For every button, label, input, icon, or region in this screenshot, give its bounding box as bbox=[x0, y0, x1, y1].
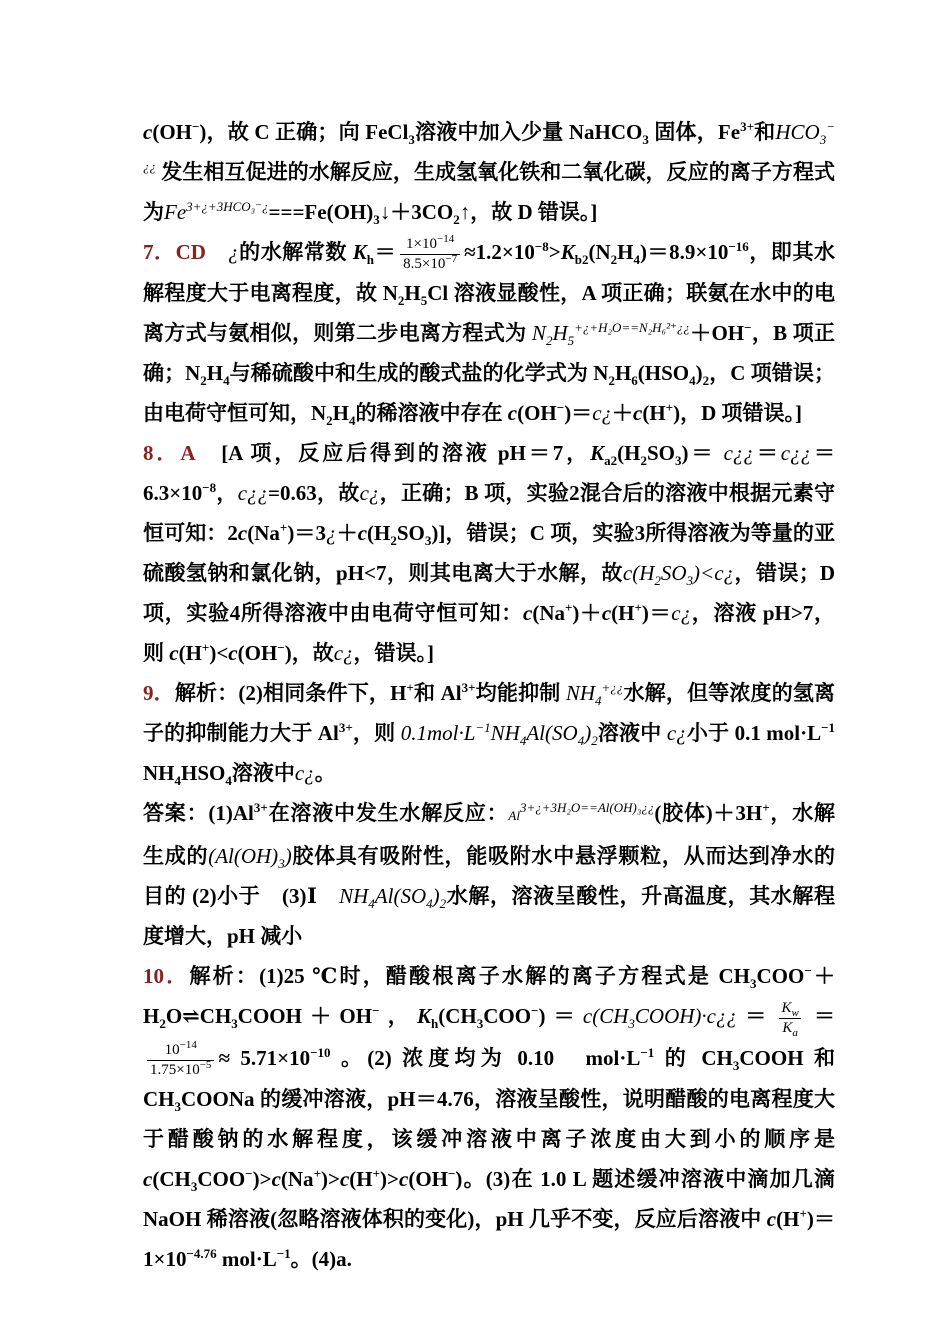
text-run: )＝8.9×10 bbox=[640, 240, 729, 264]
text-run: ≈1.2×10 bbox=[464, 240, 535, 264]
fraction bbox=[778, 999, 801, 1038]
text-run: 5 bbox=[420, 293, 428, 309]
text-run: ＝ bbox=[805, 1004, 836, 1029]
text-run: ) bbox=[584, 721, 592, 746]
text-run: 4 bbox=[223, 373, 230, 389]
text-run: )＝ bbox=[681, 441, 724, 466]
text-run: 3 bbox=[476, 1016, 484, 1032]
text-run: H bbox=[332, 401, 350, 426]
text-run: SO bbox=[660, 561, 687, 586]
text-run: 2 bbox=[654, 573, 661, 589]
text-run: 3+ bbox=[740, 119, 754, 134]
text-run: + bbox=[762, 800, 770, 816]
text-run: (OH bbox=[408, 1167, 448, 1192]
text-run: ＋ bbox=[612, 401, 634, 426]
text-run: O⇌CH bbox=[165, 1004, 232, 1029]
text-run: 3 bbox=[424, 533, 432, 549]
text-run: 2 bbox=[610, 252, 618, 268]
text-run: (H bbox=[617, 441, 641, 466]
text-run: COOH 和 CH bbox=[143, 1045, 836, 1112]
text-run: H bbox=[614, 361, 632, 386]
text-run: (1)Al bbox=[208, 801, 254, 826]
text-run: 溶液中加入少量 NaHCO bbox=[414, 120, 643, 144]
text-run: 。(4)a. bbox=[290, 1247, 352, 1272]
text-run: 和 bbox=[753, 120, 776, 144]
text-run: )，D 项错误。] bbox=[673, 401, 802, 426]
text-run bbox=[206, 240, 228, 264]
text-run: c bbox=[523, 601, 533, 626]
text-run: + bbox=[565, 600, 573, 616]
text-run: ，溶液 pH>7，则 bbox=[143, 601, 836, 666]
text-run: NH bbox=[143, 761, 175, 786]
text-run: 的 CH bbox=[654, 1045, 733, 1070]
text-run: 4 bbox=[426, 896, 433, 912]
text-run: 3+¿+3HCO₃⁻¿ bbox=[186, 199, 269, 214]
text-run: 3 bbox=[628, 1016, 635, 1032]
text-run: 在溶液中发生水解反应： bbox=[267, 801, 509, 826]
text-run: c bbox=[143, 120, 153, 144]
text-run: HSO bbox=[181, 761, 226, 786]
text-run: (HSO bbox=[637, 361, 690, 386]
text-run: 4 bbox=[225, 773, 232, 789]
text-run: c bbox=[766, 1207, 777, 1232]
text-run: 10． bbox=[143, 964, 190, 989]
text-run: ，水解生成的 bbox=[143, 801, 836, 869]
text-run: −1 bbox=[821, 720, 836, 736]
text-run: −14 bbox=[437, 232, 455, 245]
text-run: NH bbox=[565, 681, 596, 706]
text-run: c¿ bbox=[592, 401, 613, 426]
text-run: − bbox=[744, 320, 752, 336]
text-run: ，错误；D 项，实验4所得溶液中由电荷守恒可知： bbox=[143, 561, 836, 626]
text-run: K bbox=[416, 1004, 431, 1029]
text-run: ，C 项错误；由电荷守恒可知，N bbox=[143, 361, 835, 426]
fraction-numerator bbox=[403, 232, 457, 254]
text-run: 3 bbox=[408, 132, 415, 148]
text-run: H bbox=[404, 281, 421, 306]
text-run: (2)相同条件下，H bbox=[238, 681, 407, 706]
text-run: 0.1 mol·L bbox=[734, 721, 822, 746]
text-run: ≈ 5.71×10 bbox=[218, 1045, 311, 1070]
text-run: −1 bbox=[276, 1246, 291, 1262]
text-run: ＝ bbox=[374, 240, 397, 264]
text-run: 4 bbox=[519, 733, 527, 749]
text-run: c bbox=[237, 521, 248, 546]
text-run: COO bbox=[756, 964, 805, 989]
text-run: 。(2) 浓度均为 0.10 mol·L bbox=[330, 1045, 641, 1070]
text-run: 3+ bbox=[338, 720, 353, 736]
text-run: Al bbox=[508, 808, 520, 824]
text-run: ，正确；B 项，实验2混合后的溶液中根据元素守恒可知：2 bbox=[143, 481, 836, 546]
text-run: 的稀溶液中存在 bbox=[355, 401, 508, 426]
text-run: ，B 项正确；N bbox=[143, 321, 835, 386]
text-run: c¿ bbox=[333, 641, 354, 666]
text-run: c¿ bbox=[671, 601, 692, 626]
text-run: 1×10 bbox=[406, 235, 437, 252]
text-run: (OH bbox=[517, 401, 557, 426]
text-run: + bbox=[279, 520, 288, 536]
text-run: 4 bbox=[174, 773, 181, 789]
text-run: (SO bbox=[545, 721, 578, 746]
fraction-numerator bbox=[162, 1038, 200, 1060]
text-run: 2 bbox=[159, 1016, 166, 1032]
text-run: −8 bbox=[534, 239, 549, 254]
text-run: =0.63，故 bbox=[268, 481, 360, 506]
text-run: 5 bbox=[567, 333, 575, 349]
text-run: Al bbox=[526, 721, 546, 746]
text-run: 4 bbox=[689, 373, 696, 389]
text-run: − bbox=[531, 1003, 539, 1019]
text-run: > bbox=[548, 240, 561, 264]
text-run: 4 bbox=[633, 252, 640, 268]
text-run: 0.1mol·L bbox=[400, 721, 476, 746]
text-run: −10 bbox=[310, 1044, 331, 1060]
text-run: H bbox=[206, 361, 224, 386]
text-run: K bbox=[590, 441, 605, 466]
fraction bbox=[147, 1038, 214, 1080]
text-run: 3 bbox=[750, 976, 757, 992]
text-run: ， bbox=[216, 481, 238, 506]
text-run: − bbox=[192, 119, 200, 134]
text-run: )＝ bbox=[538, 1004, 583, 1029]
text-run: (OH bbox=[237, 641, 278, 666]
fraction-numerator bbox=[778, 999, 801, 1018]
text-run: NH bbox=[490, 721, 520, 746]
text-run: )＋ bbox=[572, 601, 602, 626]
text-run: −1 bbox=[640, 1044, 655, 1060]
text-run: c¿¿ bbox=[780, 441, 812, 466]
text-run: )，故 bbox=[284, 641, 334, 666]
text-run: − bbox=[804, 963, 812, 979]
text-run: 2 bbox=[326, 413, 333, 429]
text-run: ， bbox=[379, 1004, 417, 1029]
text-run: (1)25 ℃时，醋酸根离子水解的离子方程式是 CH bbox=[259, 964, 751, 989]
text-run: ) bbox=[284, 844, 292, 869]
text-run: 均能抑制 bbox=[475, 681, 566, 706]
text-run: 的水解常数 bbox=[238, 240, 353, 264]
paragraph-q9-answer bbox=[143, 793, 835, 956]
text-run: (Al(OH) bbox=[208, 844, 279, 869]
text-run: )，故 C 正确；向 FeCl bbox=[199, 120, 409, 144]
text-run: 8.5×10 bbox=[403, 255, 446, 272]
text-run: COO bbox=[197, 1167, 246, 1192]
text-run: + bbox=[372, 1166, 381, 1182]
text-run: )＝1×10 bbox=[143, 1207, 835, 1272]
text-run: 溶液中 bbox=[231, 761, 295, 786]
text-run: −4.76 bbox=[186, 1246, 217, 1262]
text-run: SO bbox=[396, 521, 425, 546]
document-body bbox=[143, 112, 835, 1279]
text-run: K bbox=[560, 240, 575, 264]
text-run: N bbox=[531, 321, 546, 346]
text-run: ，即其水解程度大于电离程度，故 N bbox=[143, 240, 836, 306]
fraction-denominator bbox=[779, 1018, 801, 1038]
text-run: 3+ bbox=[253, 800, 268, 816]
text-run: K bbox=[352, 240, 367, 264]
text-run: 2 bbox=[591, 733, 598, 749]
text-run: H bbox=[617, 240, 634, 264]
text-run: 3 bbox=[732, 1058, 740, 1074]
text-run: + bbox=[665, 400, 674, 416]
text-run: w bbox=[791, 1007, 799, 1020]
text-run: (H bbox=[178, 641, 202, 666]
text-run: 与稀硫酸中和生成的酸式盐的化学式为 N bbox=[229, 361, 609, 386]
text-run: (SO bbox=[393, 884, 427, 909]
text-run: 7．CD bbox=[143, 240, 206, 264]
text-run: + bbox=[634, 600, 642, 616]
text-run: c¿ bbox=[294, 761, 315, 786]
text-run: 2 bbox=[200, 373, 207, 389]
text-run: 3+¿+3H₂O==Al(OH)₃¿¿ bbox=[519, 800, 655, 816]
text-run: 3 bbox=[686, 573, 694, 589]
text-run: (H bbox=[611, 601, 635, 626]
text-run: 3 bbox=[174, 1099, 181, 1115]
text-run: (Na bbox=[532, 601, 565, 626]
paragraph-q9-analysis bbox=[143, 673, 835, 793]
text-run: )]，错误；C 项，实验3所得溶液为等量的亚硫酸氢钠和氯化钠，pH<7，则其电离大于水解，故 bbox=[143, 521, 836, 586]
text-run: c¿¿ bbox=[237, 481, 269, 506]
text-run: ，错误。] bbox=[353, 641, 435, 666]
text-run: 固体，Fe bbox=[648, 120, 741, 144]
text-run: a2 bbox=[604, 453, 618, 469]
text-run: ＋OH bbox=[689, 321, 745, 346]
paragraph-q6-tail bbox=[143, 112, 835, 232]
text-run: −16 bbox=[728, 239, 749, 254]
text-run: 2 bbox=[390, 533, 397, 549]
text-run: H bbox=[552, 321, 568, 346]
text-run: 解析： bbox=[174, 681, 239, 706]
text-run: ¿ bbox=[326, 521, 337, 546]
text-run: (CH bbox=[438, 1004, 477, 1029]
text-run: HCO bbox=[775, 120, 820, 144]
text-run: )＝ bbox=[641, 601, 672, 626]
text-run: 1.75×10 bbox=[150, 1061, 200, 1078]
text-run: Al bbox=[374, 884, 394, 909]
text-run: 2 bbox=[453, 212, 460, 228]
text-run: (Na bbox=[247, 521, 280, 546]
text-run: NH bbox=[339, 884, 369, 909]
text-run: c¿ bbox=[666, 721, 687, 746]
text-run: b2 bbox=[574, 252, 589, 268]
text-run: (N bbox=[588, 240, 611, 264]
text-run: 4 bbox=[349, 413, 356, 429]
text-run: + bbox=[313, 1166, 321, 1182]
text-run: 小于 bbox=[686, 721, 735, 746]
text-run: ＋H bbox=[143, 964, 836, 1029]
text-run: −7 bbox=[445, 252, 458, 265]
text-run: ，则 bbox=[352, 721, 401, 746]
text-run: (CH bbox=[152, 1167, 191, 1192]
fraction-denominator bbox=[400, 254, 460, 274]
text-run: 3+ bbox=[461, 680, 476, 696]
text-run: −1 bbox=[475, 720, 491, 736]
text-run: 胶体具有吸附性，能吸附水中悬浮颗粒，从而达到净水的目的 bbox=[143, 844, 836, 909]
text-run: 解析： bbox=[189, 964, 260, 989]
text-run: 发生相互促进的水解反应，生成氢氧化铁和二氧化碳，反应的离子方程式为 bbox=[143, 160, 835, 224]
text-run: (Na bbox=[280, 1167, 314, 1192]
text-run: c bbox=[633, 401, 643, 426]
text-run: K bbox=[781, 1000, 792, 1017]
text-run: 2 bbox=[608, 373, 615, 389]
text-run: c¿¿ bbox=[723, 441, 754, 466]
text-run: )> bbox=[320, 1167, 340, 1192]
text-run: (H bbox=[642, 401, 666, 426]
text-run: h bbox=[366, 252, 375, 268]
text-run: COONa 的缓冲溶液，pH＝4.76，溶液呈酸性，说明醋酸的电离程度大于醋酸钠的水解程度，该缓冲溶液中离子浓度由大到小的顺序是 bbox=[143, 1087, 835, 1152]
text-run: c bbox=[399, 1167, 409, 1192]
text-run: 2 bbox=[640, 453, 647, 469]
text-run: − bbox=[277, 640, 285, 656]
text-run: h bbox=[430, 1016, 439, 1032]
text-run: 2 bbox=[545, 333, 553, 349]
text-run: 4 bbox=[577, 733, 585, 749]
text-run: − bbox=[556, 400, 565, 416]
text-run: ＝6.3×10 bbox=[143, 441, 836, 506]
text-run: c bbox=[228, 641, 238, 666]
text-run: COOH＋OH bbox=[237, 1004, 373, 1029]
text-run: Cl 溶液显酸性，A 项正确；联氨在水中的电离方式与氨相似，则第二步电离方程式为 bbox=[143, 281, 835, 346]
text-run: −14 bbox=[179, 1038, 197, 1051]
text-run: ＝ bbox=[736, 1004, 775, 1029]
text-run: 3 bbox=[190, 1179, 198, 1195]
text-run: 和 Al bbox=[413, 681, 462, 706]
text-run: [A 项，反应后得到的溶液 pH＝7， bbox=[194, 441, 591, 466]
text-run: )＝ bbox=[564, 401, 593, 426]
text-run: 3 bbox=[231, 1016, 238, 1032]
text-run: (H bbox=[349, 1167, 373, 1192]
text-run: − bbox=[372, 1003, 380, 1019]
text-run: SO bbox=[647, 441, 676, 466]
paragraph-q7 bbox=[143, 232, 835, 433]
paragraph-q8 bbox=[143, 433, 835, 673]
text-run: 4 bbox=[368, 896, 375, 912]
text-run: ＋ bbox=[336, 521, 358, 546]
text-run: −¿¿ bbox=[143, 119, 835, 174]
text-run: 。 bbox=[314, 761, 336, 786]
text-run: 3 bbox=[373, 212, 380, 228]
text-run: (OH bbox=[152, 120, 192, 144]
text-run: K bbox=[782, 1020, 793, 1037]
text-run: 水解，溶液呈酸性，升高温度，其水解程度增大，pH 减小 bbox=[143, 884, 836, 949]
text-run: mol·L bbox=[216, 1247, 277, 1272]
text-run: )<c¿ bbox=[693, 561, 735, 586]
text-run: (H bbox=[367, 521, 391, 546]
text-run: 3 bbox=[675, 453, 682, 469]
text-run: c¿ bbox=[359, 481, 380, 506]
text-run: ¿ bbox=[228, 240, 239, 264]
text-run: − bbox=[448, 1166, 456, 1182]
text-run: 2 bbox=[439, 896, 447, 912]
text-run: c bbox=[357, 521, 368, 546]
text-run: + bbox=[406, 680, 414, 696]
text-run: −5 bbox=[199, 1058, 212, 1071]
text-run: 8．A bbox=[143, 441, 195, 466]
fraction-denominator bbox=[147, 1060, 214, 1080]
text-run: + bbox=[799, 1206, 807, 1222]
text-run: c bbox=[507, 401, 518, 426]
text-run: +¿¿ bbox=[601, 680, 624, 696]
text-run: 3 bbox=[278, 856, 285, 872]
text-run: ) bbox=[695, 361, 703, 386]
text-run: 3 bbox=[642, 132, 649, 148]
text-run: 溶液中 bbox=[597, 721, 667, 746]
text-run: 4 bbox=[595, 693, 602, 709]
text-run: (2)小于 (3)Ⅰ bbox=[192, 884, 340, 909]
text-run: )＝3 bbox=[287, 521, 326, 546]
text-run: COOH)·c¿¿ bbox=[634, 1004, 737, 1029]
text-run: ↓＋3CO bbox=[379, 200, 454, 224]
text-run: ) bbox=[432, 884, 440, 909]
text-run: )> bbox=[252, 1167, 272, 1192]
text-run: 2 bbox=[397, 293, 405, 309]
text-run: c(CH bbox=[582, 1004, 629, 1029]
text-run: ===Fe(OH) bbox=[268, 200, 374, 224]
text-run: 9． bbox=[143, 681, 175, 706]
fraction bbox=[400, 232, 460, 274]
text-run: 3 bbox=[819, 132, 827, 148]
text-run: 6 bbox=[631, 373, 638, 389]
text-run: +¿+H₂O==N₂H₆²⁺¿¿ bbox=[574, 320, 690, 336]
text-run: c(H bbox=[622, 561, 655, 586]
text-run: c bbox=[271, 1167, 281, 1192]
text-run: c bbox=[601, 601, 612, 626]
text-run: a bbox=[792, 1027, 798, 1040]
text-run: )> bbox=[380, 1167, 399, 1192]
text-run: 水解，但等浓度的氢离子的抑制能力大于 Al bbox=[143, 681, 836, 746]
text-run: c bbox=[143, 1167, 153, 1192]
text-run: (H bbox=[776, 1207, 800, 1232]
text-run: c bbox=[339, 1167, 350, 1192]
text-run: + bbox=[201, 640, 210, 656]
text-run: ＝ bbox=[753, 441, 781, 466]
paragraph-q10-analysis bbox=[143, 956, 835, 1279]
text-run: Fe bbox=[164, 200, 187, 224]
text-run: COO bbox=[483, 1004, 532, 1029]
text-run: )< bbox=[209, 641, 229, 666]
text-run: − bbox=[245, 1166, 253, 1182]
text-run: 答案： bbox=[143, 801, 209, 826]
text-run: 2 bbox=[702, 373, 710, 389]
text-run: ↑，故 D 错误。] bbox=[459, 200, 598, 224]
text-run: −8 bbox=[202, 480, 217, 496]
text-run: c bbox=[169, 641, 179, 666]
text-run: (胶体)＋3H bbox=[654, 801, 763, 826]
text-run: )。(3)在 1.0 L 题述缓冲溶液中滴加几滴 NaOH 稀溶液(忽略溶液体积的变化)，pH 几乎不变，反应后溶液中 bbox=[143, 1167, 835, 1232]
text-run: 10 bbox=[164, 1041, 180, 1058]
